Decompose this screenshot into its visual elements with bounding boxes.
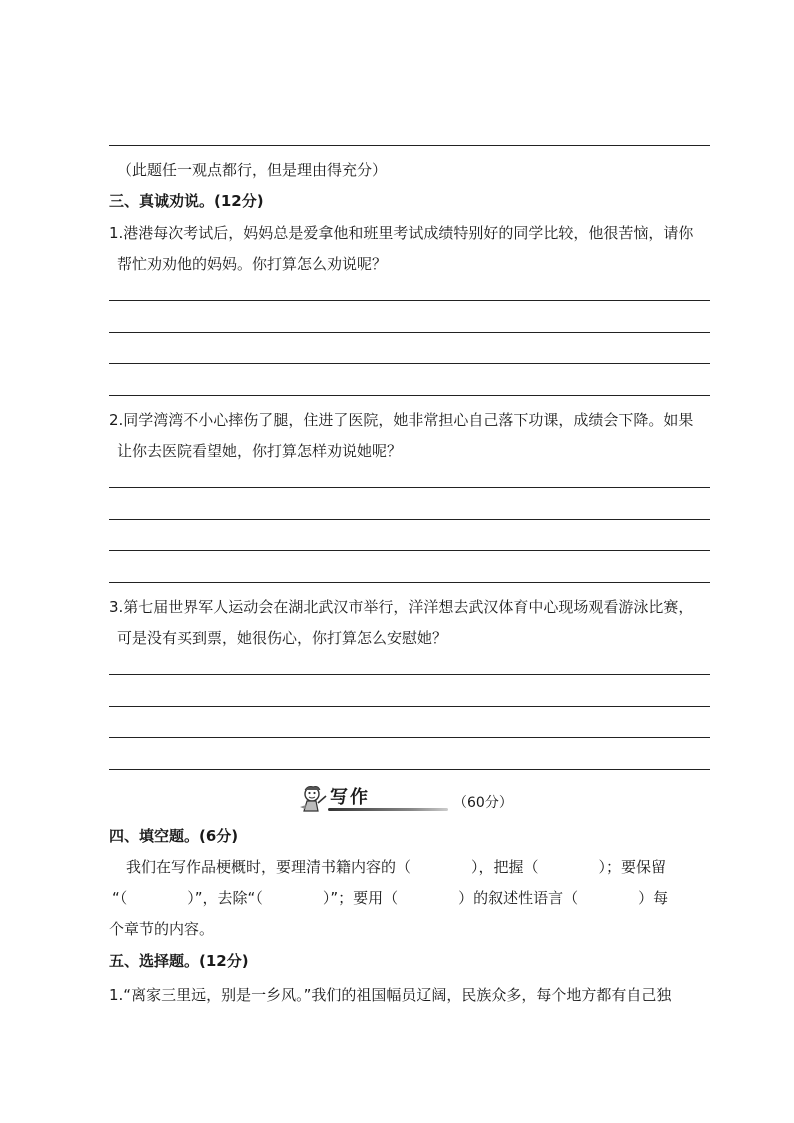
writing-mascot-icon [298,785,328,813]
answer-line [109,582,710,583]
answer-line [109,363,710,364]
answer-line [109,519,710,520]
writing-section-banner [298,785,518,813]
question-2-line-2: 让你去医院看望她，你打算怎样劝说她呢？ [117,442,403,460]
section-4-heading: 四、填空题。(6分) [109,827,239,845]
section-4-line-2: “（ ）”，去除“（ ）”；要用（ ）的叙述性语言（ ）每 [112,889,669,907]
answer-line [109,145,710,146]
question-2-line-1: 2.同学湾湾不小心摔伤了腿，住进了医院，她非常担心自己落下功课，成绩会下降。如果 [109,411,694,429]
top-note: （此题任一观点都行，但是理由得充分） [117,161,388,179]
question-1-line-1: 1.港港每次考试后，妈妈总是爱拿他和班里考试成绩特别好的同学比较，他很苦恼，请你 [109,224,694,242]
section-4-line-1: 我们在写作品梗概时，要理清书籍内容的（ ），把握（ ）；要保留 [126,858,667,876]
answer-line [109,332,710,333]
banner-underline [328,808,448,811]
answer-line [109,550,710,551]
answer-line [109,674,710,675]
question-3-line-2: 可是没有买到票，她很伤心，你打算怎么安慰她？ [117,629,448,647]
answer-line [109,706,710,707]
writing-section-title: 写作 [330,787,370,808]
writing-section-score: （60分） [453,795,513,811]
section-5-heading: 五、选择题。(12分) [109,952,249,970]
section-3-heading: 三、真诚劝说。(12分) [109,192,264,210]
answer-line [109,769,710,770]
answer-line [109,395,710,396]
section-5-question-1-line-1: 1.“离家三里远，别是一乡风。”我们的祖国幅员辽阔，民族众多，每个地方都有自己独 [109,986,672,1004]
question-1-line-2: 帮忙劝劝他的妈妈。你打算怎么劝说呢？ [117,255,388,273]
answer-line [109,737,710,738]
answer-line [109,487,710,488]
section-4-line-3: 个章节的内容。 [109,920,215,938]
answer-line [109,300,710,301]
question-3-line-1: 3.第七届世界军人运动会在湖北武汉市举行，洋洋想去武汉体育中心现场观看游泳比赛， [109,598,694,616]
